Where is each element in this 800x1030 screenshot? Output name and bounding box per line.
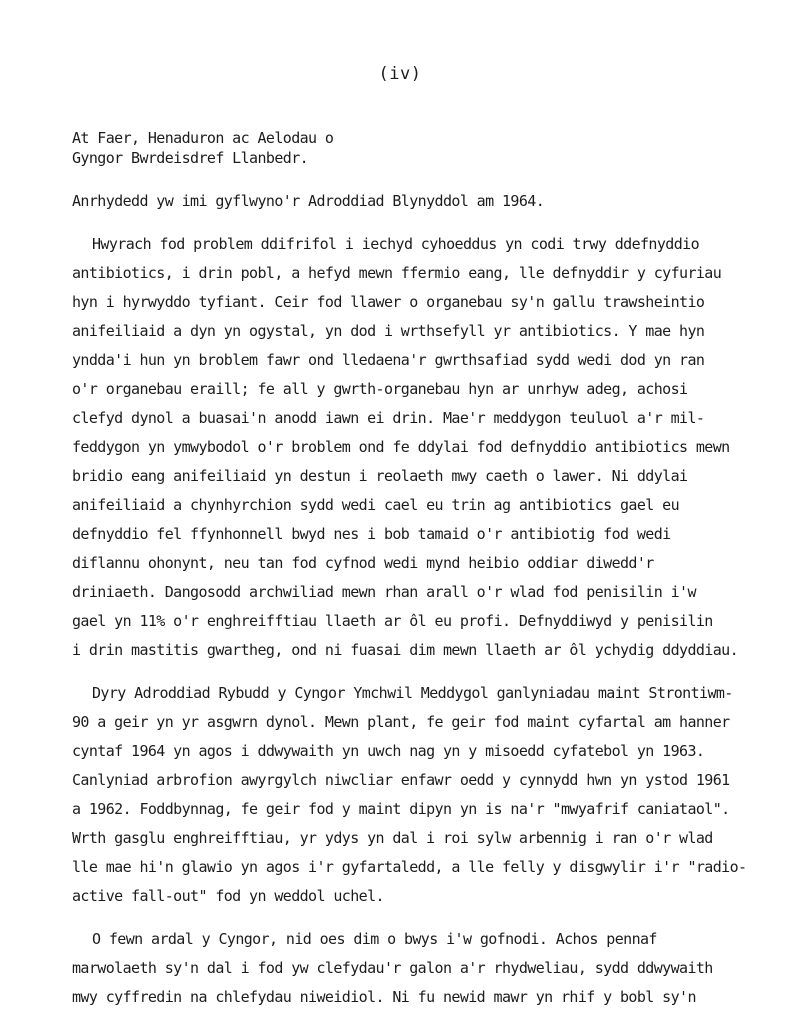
text-line: mwy cyffredin na chlefydau niweidiol. Ni fu newid mawr yn rhif y bobl sy'n <box>72 988 696 1006</box>
text-line: lle mae hi'n glawio yn agos i'r gyfartaledd, a lle felly y disgwylir i'r "radio- <box>72 858 747 876</box>
text-line: a 1962. Foddbynnag, fe geir fod y maint dipyn yn is na'r "mwyafrif caniataol". <box>72 800 730 818</box>
text-line: gael yn 11% o'r enghreifftiau llaeth ar ôl eu profi. Defnyddiwyd y penisilin <box>72 612 713 630</box>
text-line: Hwyrach fod problem ddifrifol i iechyd cyhoeddus yn codi trwy ddefnyddio <box>92 235 700 253</box>
text-line: feddygon yn ymwybodol o'r broblem ond fe ddylai fod defnyddio antibiotics mewn <box>72 438 730 456</box>
text-line: cyntaf 1964 yn agos i ddwywaith yn uwch nag yn y misoedd cyfatebol yn 1963. <box>72 742 705 760</box>
text-line: 90 a geir yn yr asgwrn dynol. Mewn plant, fe geir fod maint cyfartal am hanner <box>72 713 730 731</box>
text-line: O fewn ardal y Cyngor, nid oes dim o bwys i'w gofnodi. Achos pennaf <box>92 930 657 948</box>
address-line: Gyngor Bwrdeisdref Llanbedr. <box>72 149 309 167</box>
salutation: Anrhydedd yw imi gyflwyno'r Adroddiad Blynyddol am 1964. <box>72 192 545 210</box>
text-line: marwolaeth sy'n dal i fod yw clefydau'r galon a'r rhydweliau, sydd ddwywaith <box>72 959 713 977</box>
text-line: i drin mastitis gwartheg, ond ni fuasai dim mewn llaeth ar ôl ychydig ddyddiau. <box>72 641 739 659</box>
address-line: At Faer, Henaduron ac Aelodau o <box>72 129 334 147</box>
page-number: (iv) <box>378 64 422 84</box>
text-line: yndda'i hun yn broblem fawr ond lledaena'r gwrthsafiad sydd wedi dod yn ran <box>72 351 705 369</box>
text-line: anifeiliaid a dyn yn ogystal, yn dod i wrthsefyll yr antibiotics. Y mae hyn <box>72 322 705 340</box>
text-line: hyn i hyrwyddo tyfiant. Ceir fod llawer o organebau sy'n gallu trawsheintio <box>72 293 705 311</box>
text-line: defnyddio fel ffynhonnell bwyd nes i bob tamaid o'r antibiotig fod wedi <box>72 525 671 543</box>
text-line: o'r organebau eraill; fe all y gwrth-organebau hyn ar unrhyw adeg, achosi <box>72 380 688 398</box>
text-line: Dyry Adroddiad Rybudd y Cyngor Ymchwil Meddygol ganlyniadau maint Strontiwm- <box>92 684 733 702</box>
text-line: anifeiliaid a chynhyrchion sydd wedi cael eu trin ag antibiotics gael eu <box>72 496 680 514</box>
text-line: clefyd dynol a buasai'n anodd iawn ei drin. Mae'r meddygon teuluol a'r mil- <box>72 409 705 427</box>
text-line: active fall-out" fod yn weddol uchel. <box>72 887 384 905</box>
text-line: Wrth gasglu enghreifftiau, yr ydys yn dal i roi sylw arbennig i ran o'r wlad <box>72 829 713 847</box>
text-line: antibiotics, i drin pobl, a hefyd mewn ffermio eang, lle defnyddir y cyfuriau <box>72 264 722 282</box>
text-line: bridio eang anifeiliaid yn destun i reolaeth mwy caeth o lawer. Ni ddylai <box>72 467 688 485</box>
text-line: diflannu ohonynt, neu tan fod cyfnod wedi mynd heibio oddiar diwedd'r <box>72 554 654 572</box>
text-line: driniaeth. Dangosodd archwiliad mewn rhan arall o'r wlad fod penisilin i'w <box>72 583 696 601</box>
text-line: Canlyniad arbrofion awyrgylch niwcliar enfawr oedd y cynnydd hwn yn ystod 1961 <box>72 771 730 789</box>
